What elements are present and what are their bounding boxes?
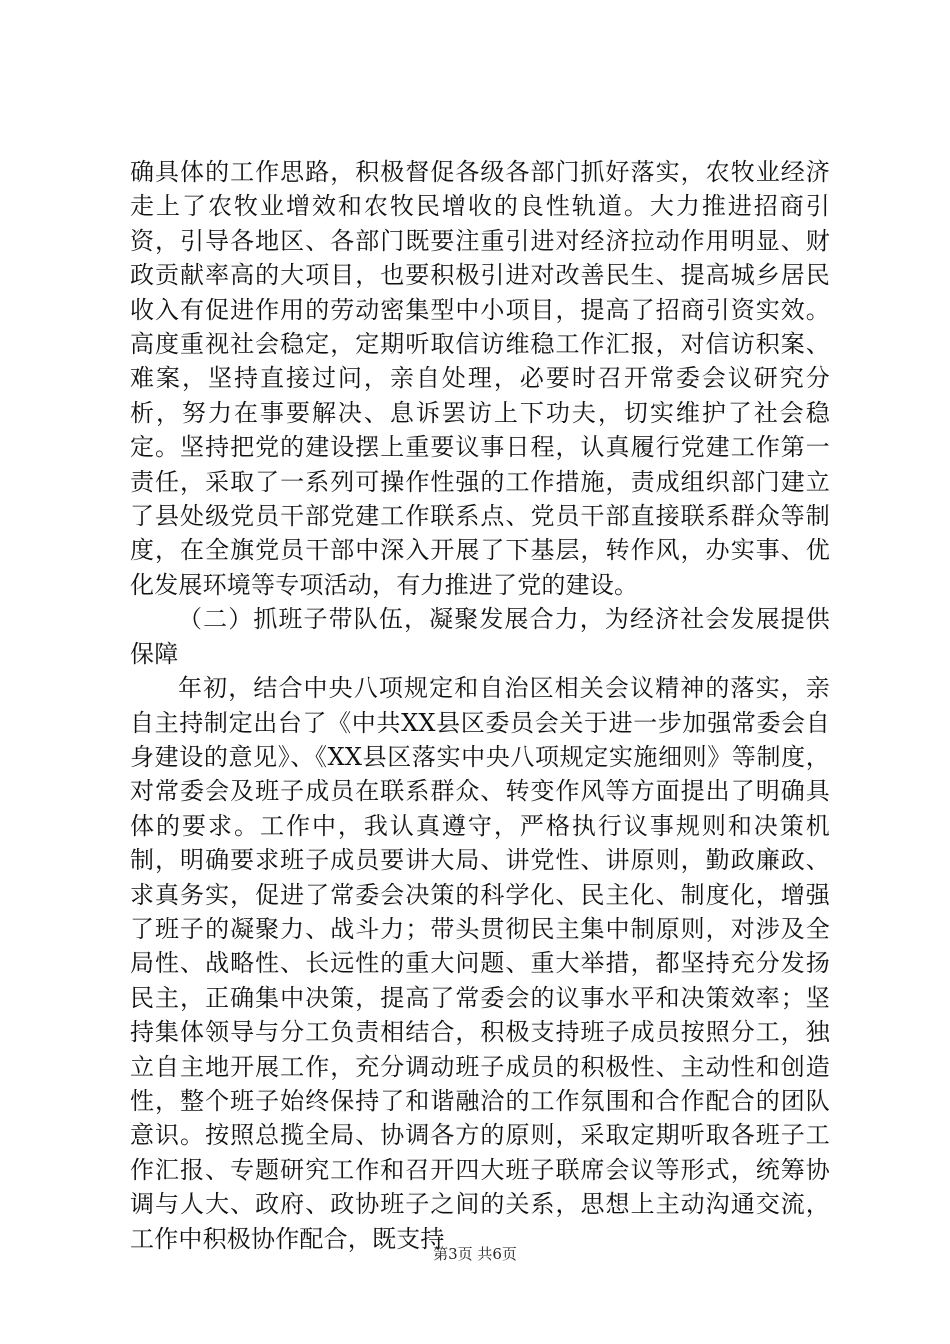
paragraph-body: 年初，结合中央八项规定和自治区相关会议精神的落实，亲自主持制定出台了《中共XX县区委员会关于进一步加强常委会自身建设的意见》、《XX县区落实中央八项规定实施细则》等制度，对常委会及班子成员在联系群众、转变作风等方面提出了明确具体的要求。工作中，我认真遵守，严格执行议事规则和决策机制，明确要求班子成员要讲大局、讲党性、讲原则，勤政廉政、求真务实，促进了常委会决策的科学化、民主化、制度化，增强了班子的凝聚力、战斗力；带头贯彻民主集中制原则，对涉及全局性、战略性、长远性的重大问题、重大举措，都坚持充分发扬民主，正确集中决策，提高了常委会的议事水平和决策效率；坚持集体领导与分工负责相结合，积极支持班子成员按照分工，独立自主地开展工作，充分调动班子成员的积极性、主动性和创造性，整个班子始终保持了和谐融洽的工作氛围和合作配合的团队意识。按照总揽全局、协调各方的原则，采取定期听取各班子工作汇报、专题研究工作和召开四大班子联席会议等形式，统筹协调与人大、政府、政协班子之间的关系，思想上主动沟通交流，工作中积极协作配合，既支持	[130, 674, 830, 1253]
section-heading: （二）抓班子带队伍，凝聚发展合力，为经济社会发展提供保障	[130, 605, 830, 668]
page-footer: 第3页 共6页	[433, 1245, 517, 1263]
paragraph-continued: 确具体的工作思路，积极督促各级各部门抓好落实，农牧业经济走上了农牧业增效和农牧民增收的良性轨道。大力推进招商引资，引导各地区、各部门既要注重引进对经济拉动作用明显、财政贡献率高的大项目，也要积极引进对改善民生、提高城乡居民收入有促进作用的劳动密集型中小项目，提高了招商引资实效。高度重视社会稳定，定期听取信访维稳工作汇报，对信访积案、难案，坚持直接过问，亲自处理，必要时召开常委会议研究分析，努力在事要解决、息诉罢访上下功夫，切实维护了社会稳定。坚持把党的建设摆上重要议事日程，认真履行党建工作第一责任，采取了一系列可操作性强的工作措施，责成组织部门建立了县处级党员干部党建工作联系点、党员干部直接联系群众等制度，在全旗党员干部中深入开展了下基层，转作风，办实事、优化发展环境等专项活动，有力推进了党的建设。	[130, 158, 830, 599]
document-body	[130, 155, 830, 1256]
